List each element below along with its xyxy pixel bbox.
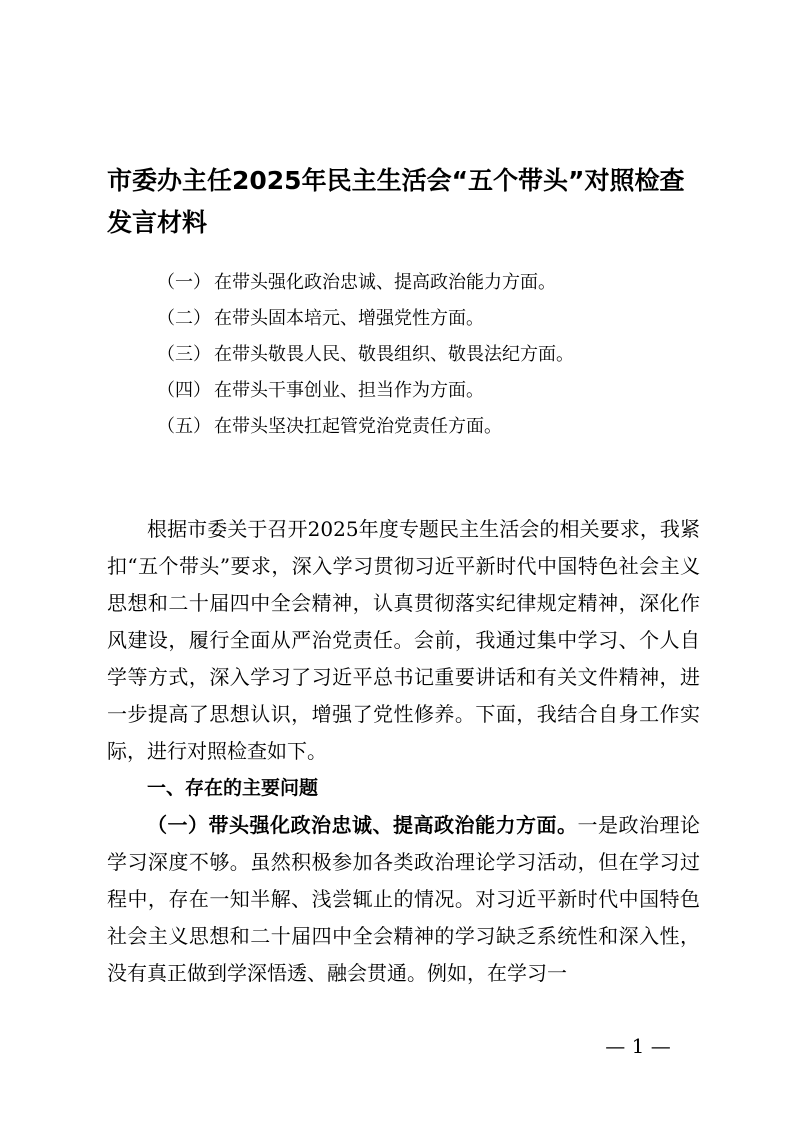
subsection-paragraph	[107, 807, 700, 992]
document-title: 市委办主任2025年民主生活会“五个带头”对照检查发言材料	[107, 166, 685, 237]
outline-item-number: （五）	[157, 416, 211, 437]
page-number: — 1 —	[605, 1034, 671, 1058]
outline-item-number: （三）	[157, 344, 211, 365]
outline-list	[157, 265, 717, 445]
outline-item-text: 在带头坚决扛起管党治党责任方面。	[214, 416, 502, 437]
outline-item	[157, 337, 717, 373]
outline-item-number: （二）	[157, 308, 211, 329]
intro-paragraph: 根据市委关于召开2025年度专题民主生活会的相关要求，我紧扣“五个带头”要求，深入学习贯彻习近平新时代中国特色社会主义思想和二十届四中全会精神，认真贯彻落实纪律规定精神，深化作风建设，履行全面从严治党责任。会前，我通过集中学习、个人自学等方式，深入学习了习近平总书记重要讲话和有关文件精神，进一步提高了思想认识，增强了党性修养。下面，我结合自身工作实际，进行对照检查如下。	[107, 517, 700, 763]
subsection-text: 一是政治理论学习深度不够。虽然积极参加各类政治理论学习活动，但在学习过程中，存在一知半解、浅尝辄止的情况。对习近平新时代中国特色社会主义思想和二十届四中全会精神的学习缺乏系统性和深入性，没有真正做到学深悟透、融会贯通。例如，在学习一	[107, 813, 700, 985]
outline-item	[157, 301, 717, 337]
section-heading: 一、存在的主要问题	[147, 777, 319, 799]
outline-item-text: 在带头固本培元、增强党性方面。	[214, 308, 484, 329]
outline-item	[157, 373, 717, 409]
document-body	[107, 511, 700, 992]
outline-item-number: （四）	[157, 380, 211, 401]
subsection-lead: （一）带头强化政治忠诚、提高政治能力方面。	[147, 813, 578, 837]
outline-item-text: 在带头强化政治忠诚、提高政治能力方面。	[214, 272, 556, 293]
outline-item-text: 在带头干事创业、担当作为方面。	[214, 380, 484, 401]
outline-item	[157, 265, 717, 301]
outline-item	[157, 409, 717, 445]
outline-item-text: 在带头敬畏人民、敬畏组织、敬畏法纪方面。	[214, 344, 574, 365]
outline-item-number: （一）	[157, 272, 211, 293]
